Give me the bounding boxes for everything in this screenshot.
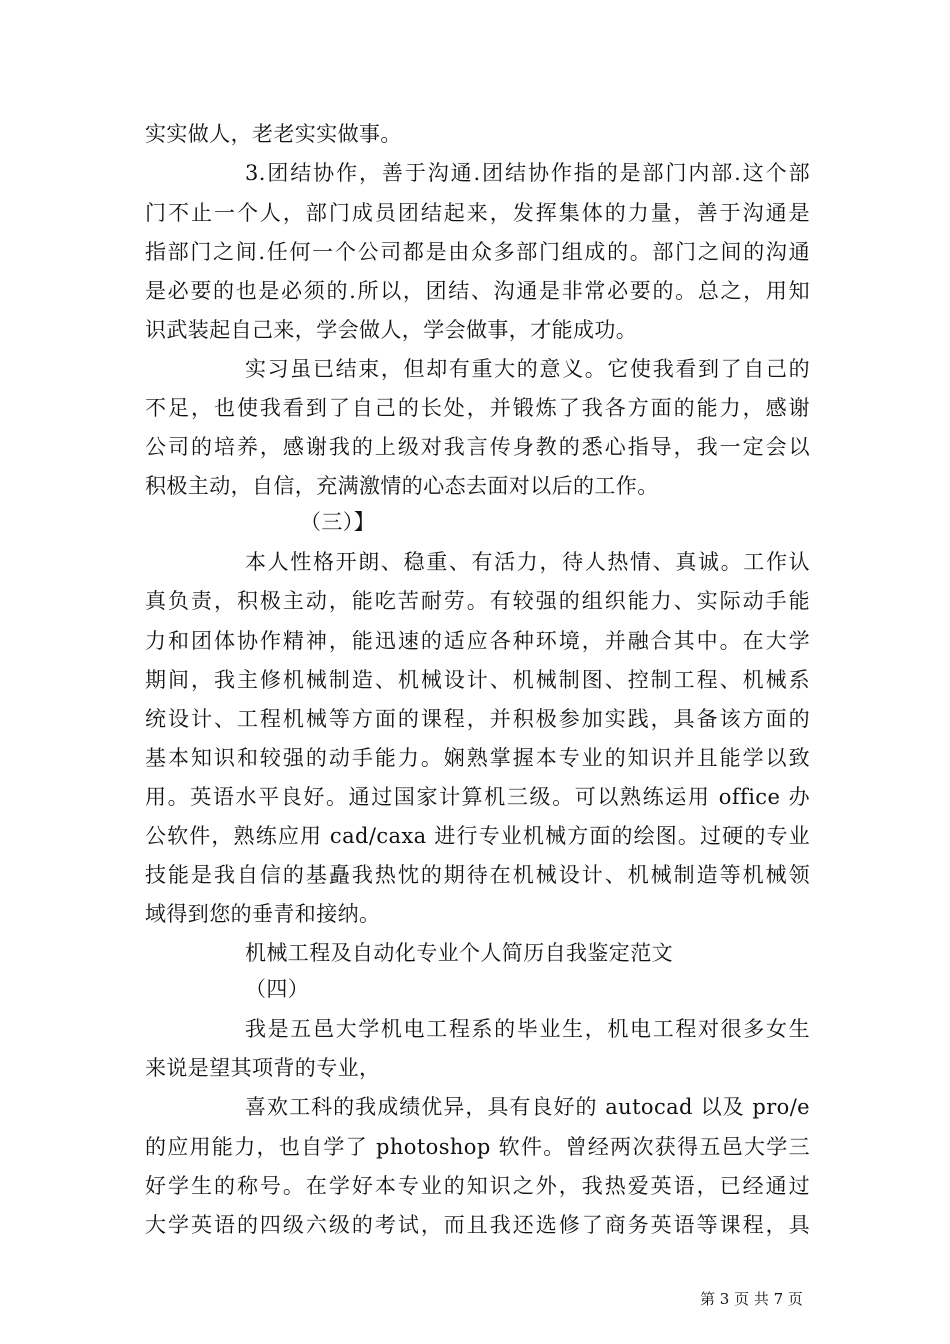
text-line: 积极主动，自信，充满激情的心态去面对以后的工作。 <box>145 474 659 498</box>
section-heading: （三）】 <box>300 510 376 534</box>
page-number: 第 3 页 共 7 页 <box>700 1290 803 1308</box>
text-line: 用。英语水平良好。通过国家计算机三级。可以熟练运用 office 办 <box>145 785 810 809</box>
text-line: 来说是望其项背的专业， <box>145 1056 381 1080</box>
text-line: 门不止一个人，部门成员团结起来，发挥集体的力量，善于沟通是 <box>145 201 810 225</box>
text-line: 识武装起自己来，学会做人，学会做事，才能成功。 <box>145 318 638 342</box>
text-line: 公软件，熟练应用 cad/caxa 进行专业机械方面的绘图。过硬的专业 <box>145 824 810 848</box>
text-line: 力和团体协作精神，能迅速的适应各种环境，并融合其中。在大学 <box>145 629 810 653</box>
text-line: 大学英语的四级六级的考试，而且我还选修了商务英语等课程，具 <box>145 1213 810 1237</box>
section-title: 机械工程及自动化专业个人简历自我鉴定范文 <box>245 941 673 965</box>
section-heading: （四） <box>245 977 310 1001</box>
text-line: 基本知识和较强的动手能力。娴熟掌握本专业的知识并且能学以致 <box>145 746 810 770</box>
text-line: 不足，也使我看到了自己的长处，并锻炼了我各方面的能力，感谢 <box>145 396 810 420</box>
text-line: 本人性格开朗、稳重、有活力，待人热情、真诚。工作认 <box>245 550 810 574</box>
text-line: 公司的培养，感谢我的上级对我言传身教的悉心指导，我一定会以 <box>145 435 810 459</box>
text-line: 我是五邑大学机电工程系的毕业生，机电工程对很多女生 <box>245 1017 810 1041</box>
text-line: 3.团结协作，善于沟通.团结协作指的是部门内部.这个部 <box>245 161 810 185</box>
text-line: 指部门之间.任何一个公司都是由众多部门组成的。部门之间的沟通 <box>145 240 810 264</box>
text-line: 好学生的称号。在学好本专业的知识之外，我热爱英语，已经通过 <box>145 1174 810 1198</box>
text-line: 统设计、工程机械等方面的课程，并积极参加实践，具备该方面的 <box>145 707 810 731</box>
text-line: 实实做人，老老实实做事。 <box>145 122 402 146</box>
text-line: 的应用能力，也自学了 photoshop 软件。曾经两次获得五邑大学三 <box>145 1135 810 1159</box>
text-line: 实习虽已结束，但却有重大的意义。它使我看到了自己的 <box>245 357 810 381</box>
text-line: 技能是我自信的基矗我热忱的期待在机械设计、机械制造等机械领 <box>145 863 810 887</box>
text-line: 喜欢工科的我成绩优异，具有良好的 autocad 以及 pro/e <box>245 1095 810 1119</box>
text-line: 期间，我主修机械制造、机械设计、机械制图、控制工程、机械系 <box>145 668 810 692</box>
text-line: 域得到您的垂青和接纳。 <box>145 902 381 926</box>
text-line: 是必要的也是必须的.所以，团结、沟通是非常必要的。总之，用知 <box>145 279 810 303</box>
text-line: 真负责，积极主动，能吃苦耐劳。有较强的组织能力、实际动手能 <box>145 589 810 613</box>
